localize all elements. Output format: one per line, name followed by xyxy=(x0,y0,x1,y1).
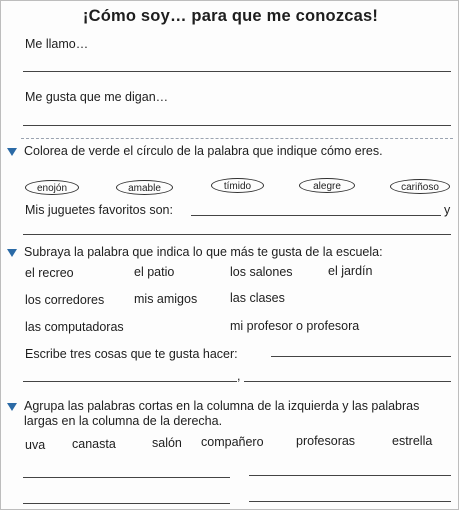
sort-word[interactable]: estrella xyxy=(392,434,433,448)
sort-word[interactable]: canasta xyxy=(72,437,116,451)
option-oval-timido[interactable]: tímido xyxy=(211,178,264,193)
name-answer-line[interactable] xyxy=(23,71,451,72)
sort-word[interactable]: salón xyxy=(152,436,182,450)
worksheet-title: ¡Cómo soy… para que me conozcas! xyxy=(82,7,379,25)
toys-prompt: Mis juguetes favoritos son: xyxy=(25,203,173,217)
short-words-line-1[interactable] xyxy=(23,477,230,478)
section2-instruction: Subraya la palabra que indica lo que más te gusta de la escuela: xyxy=(24,245,383,259)
toys-answer-line-2[interactable] xyxy=(23,234,451,235)
option-oval-enojon[interactable]: enojón xyxy=(25,180,79,195)
school-word[interactable]: el jardín xyxy=(328,264,373,278)
short-words-line-2[interactable] xyxy=(23,503,230,504)
section3-instruction: Agrupa las palabras cortas en la columna de la izquierda y las palabras largas en la columna de la derecha. xyxy=(24,399,420,428)
sort-word[interactable]: profesoras xyxy=(296,434,356,448)
long-words-line-1[interactable] xyxy=(249,475,451,476)
option-oval-amable[interactable]: amable xyxy=(116,180,173,195)
toys-answer-line-1[interactable] xyxy=(191,215,441,216)
school-word[interactable]: el patio xyxy=(134,265,175,279)
option-oval-carinoso[interactable]: cariñoso xyxy=(390,179,450,194)
three-things-line-1[interactable] xyxy=(271,356,451,357)
option-oval-alegre[interactable]: alegre xyxy=(299,178,355,193)
three-things-comma: , xyxy=(237,369,241,383)
school-word[interactable]: los salones xyxy=(230,265,293,279)
long-words-line-2[interactable] xyxy=(249,501,451,502)
nickname-answer-line[interactable] xyxy=(23,125,451,126)
bullet-triangle-icon xyxy=(7,403,17,411)
nickname-prompt: Me gusta que me digan… xyxy=(25,90,169,104)
section-divider xyxy=(21,138,453,139)
school-word[interactable]: las clases xyxy=(230,291,285,305)
three-things-prompt: Escribe tres cosas que te gusta hacer: xyxy=(25,347,238,361)
sort-word[interactable]: compañero xyxy=(201,435,264,449)
bullet-triangle-icon xyxy=(7,148,17,156)
name-prompt: Me llamo… xyxy=(25,37,89,51)
sort-word[interactable]: uva xyxy=(25,438,46,452)
school-word[interactable]: mi profesor o profesora xyxy=(230,319,360,333)
toys-conjunction: y xyxy=(444,203,451,217)
school-word[interactable]: mis amigos xyxy=(134,292,198,306)
section1-instruction: Colorea de verde el círculo de la palabra que indique cómo eres. xyxy=(24,144,383,158)
school-word[interactable]: el recreo xyxy=(25,266,74,280)
bullet-triangle-icon xyxy=(7,249,17,257)
school-word[interactable]: los corredores xyxy=(25,293,105,307)
three-things-line-2[interactable] xyxy=(23,381,237,382)
school-word[interactable]: las computadoras xyxy=(25,320,124,334)
three-things-line-3[interactable] xyxy=(244,381,451,382)
